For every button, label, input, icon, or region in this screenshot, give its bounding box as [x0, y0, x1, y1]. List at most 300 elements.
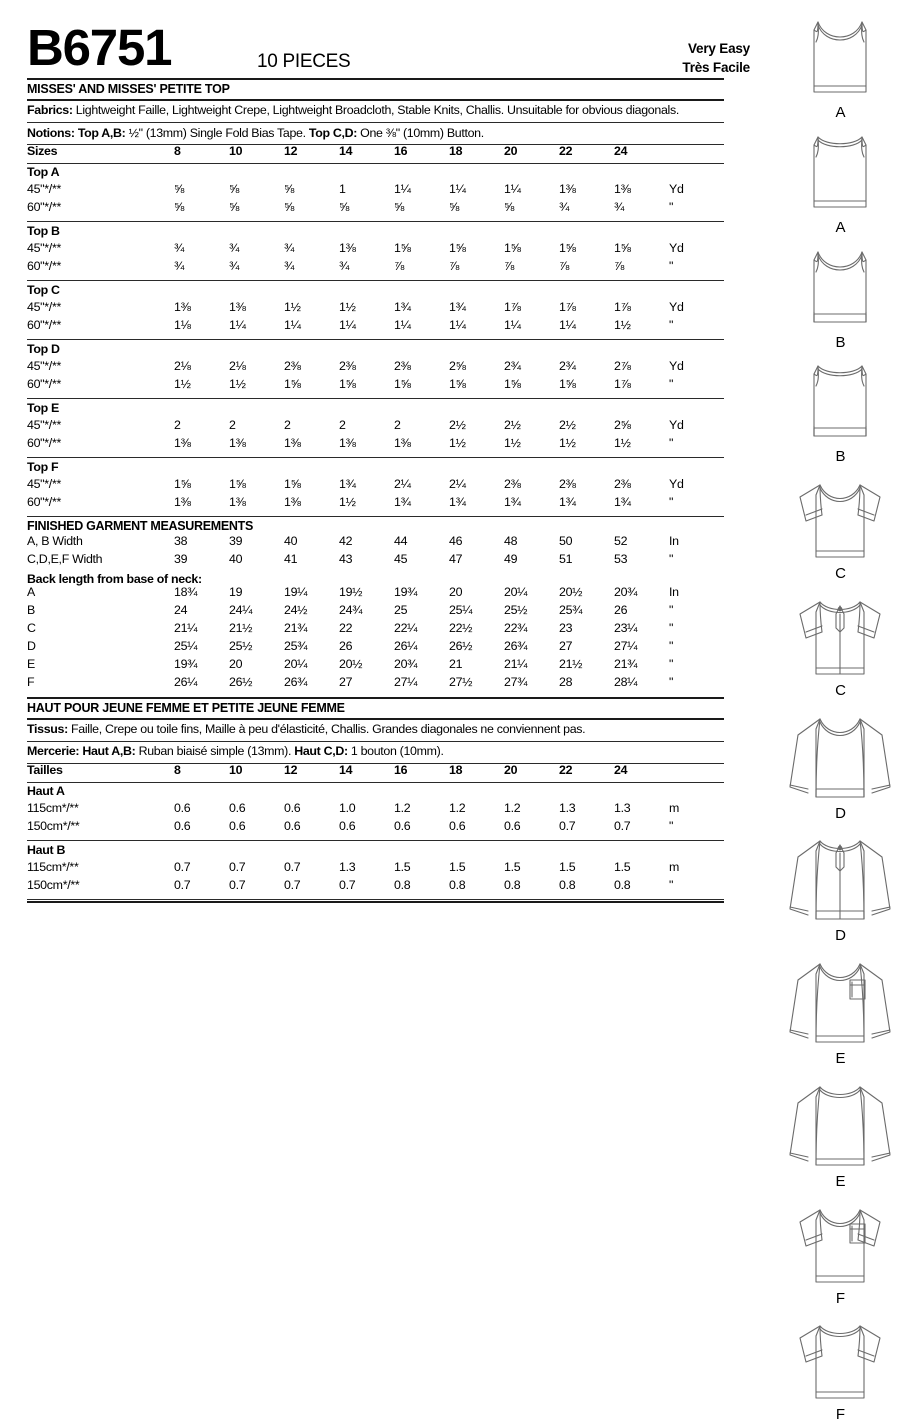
- unit-cell: ": [669, 818, 674, 833]
- french-notions: [27, 742, 724, 763]
- yardage-cell: ⅝: [229, 200, 240, 215]
- unit-cell: ": [669, 259, 674, 274]
- width-cell: 51: [559, 551, 573, 566]
- yardage-cell: ⅝: [284, 200, 295, 215]
- table-row: [27, 478, 724, 496]
- yardage-cell: 1¼: [339, 318, 356, 333]
- yardage-cell: 1.2: [504, 800, 521, 815]
- width-cell: 39: [229, 533, 243, 548]
- width-label: 115cm*/**: [27, 859, 79, 874]
- yardage-cell: ⅝: [174, 200, 185, 215]
- table-row: [27, 658, 724, 676]
- yardage-cell: 2: [174, 418, 181, 433]
- yardage-cell: 2⅜: [339, 359, 356, 374]
- backlength-cell: 27: [559, 638, 573, 653]
- yardage-cell: ⅝: [394, 200, 405, 215]
- yardage-group-row: [27, 842, 724, 861]
- yardage-cell: 1⅝: [339, 377, 356, 392]
- yardage-cell: ⅝: [504, 200, 515, 215]
- backlength-cell: 24½: [284, 602, 308, 617]
- notions-ab-text: ½" (13mm) Single Fold Bias Tape.: [128, 125, 306, 140]
- yardage-cell: 0.7: [174, 877, 191, 892]
- backlength-label: B: [27, 602, 35, 617]
- yardage-cell: 1⅝: [559, 241, 576, 256]
- yardage-group-row: [27, 164, 724, 183]
- yardage-cell: ⅞: [504, 259, 515, 274]
- yardage-group-row: [27, 400, 724, 419]
- table-row: [27, 802, 724, 820]
- yardage-group-name: Top D: [27, 342, 60, 357]
- size-header-cell: 12: [284, 144, 298, 159]
- table-row: [27, 437, 724, 455]
- table-row: [27, 260, 724, 278]
- mercerie-ab-label: Haut A,B:: [82, 744, 136, 759]
- yardage-cell: 0.7: [174, 859, 191, 874]
- yardage-cell: 2⅝: [614, 418, 631, 433]
- garment-illustration-e-front: [778, 946, 903, 1067]
- notions-cd-text: One ⅜" (10mm) Button.: [360, 125, 484, 140]
- yardage-cell: ⅝: [284, 182, 295, 197]
- backlength-cell: 26: [614, 602, 628, 617]
- backlength-cell: 27¾: [504, 674, 528, 689]
- yardage-cell: 1.5: [449, 859, 466, 874]
- width-cell: 42: [339, 533, 353, 548]
- yardage-cell: 1⅝: [504, 377, 521, 392]
- yardage-cell: ¾: [174, 241, 185, 256]
- yardage-cell: 1.5: [559, 859, 576, 874]
- backlength-cell: 27¼: [394, 674, 418, 689]
- yardage-cell: 1⅜: [339, 241, 356, 256]
- size-header-cell: 18: [449, 762, 463, 777]
- size-header-cell: 20: [504, 762, 518, 777]
- yardage-cell: 2⅜: [284, 359, 301, 374]
- yardage-table: [27, 842, 724, 897]
- sizes-label: Sizes: [27, 144, 58, 159]
- yardage-cell: 0.6: [284, 800, 301, 815]
- yardage-cell: 1.5: [614, 859, 631, 874]
- notions-ab-label: Top A,B:: [77, 125, 126, 140]
- backlength-cell: 24¾: [339, 602, 363, 617]
- yardage-cell: 1⅝: [559, 377, 576, 392]
- yardage-cell: 1¼: [504, 318, 521, 333]
- yardage-cell: 0.8: [614, 877, 631, 892]
- table-row: [27, 201, 724, 219]
- unit-cell: m: [669, 859, 680, 874]
- table-row: [27, 861, 724, 879]
- yardage-cell: ⅝: [229, 182, 240, 197]
- width-label: 60"*/**: [27, 318, 61, 333]
- table-row: [27, 360, 724, 378]
- illustration-label: F: [835, 1289, 846, 1307]
- size-header-cell: 24: [614, 762, 628, 777]
- backlength-cell: 25½: [504, 602, 528, 617]
- notions-label: Notions:: [27, 125, 75, 140]
- yardage-cell: 1⅜: [614, 182, 631, 197]
- backlength-cell: 25¾: [559, 602, 583, 617]
- garment-illustration-c-front: [778, 467, 903, 582]
- garment-illustration-d-front: [778, 701, 903, 822]
- illustration-label: C: [835, 565, 846, 582]
- unit-cell: Yd: [669, 418, 684, 433]
- backlength-cell: 25½: [229, 638, 253, 653]
- backlength-cell: 19¾: [394, 584, 418, 599]
- yardage-cell: 1¼: [394, 318, 411, 333]
- table-row: [27, 319, 724, 337]
- unit-cell: Yd: [669, 241, 684, 256]
- divider: [27, 280, 724, 281]
- yardage-cell: 1¼: [504, 182, 521, 197]
- width-cell: 46: [449, 533, 463, 548]
- size-header-cell: 12: [284, 762, 298, 777]
- yardage-cell: 1¼: [284, 318, 301, 333]
- backlength-cell: 23: [559, 620, 573, 635]
- backlength-cell: 26½: [229, 674, 253, 689]
- mercerie-label: Mercerie:: [27, 744, 80, 759]
- notions-cd-label: Top C,D:: [308, 125, 358, 140]
- backlength-cell: 26: [339, 638, 353, 653]
- illustration-label: A: [835, 218, 846, 236]
- backlength-cell: 25¼: [449, 602, 473, 617]
- yardage-cell: 0.6: [449, 818, 466, 833]
- yardage-cell: 2½: [559, 418, 576, 433]
- fabrics-label: Fabrics:: [27, 103, 73, 118]
- width-cell: 52: [614, 533, 628, 548]
- yardage-cell: 0.8: [449, 877, 466, 892]
- garment-illustration-b-front: [778, 238, 903, 351]
- backlength-cell: 25: [394, 602, 408, 617]
- table-row: [27, 535, 724, 553]
- yardage-cell: ¾: [284, 241, 295, 256]
- backlength-cell: 28¼: [614, 674, 638, 689]
- backlength-cell: 19: [229, 584, 243, 599]
- yardage-cell: 1⅝: [174, 477, 191, 492]
- backlength-cell: 27: [339, 674, 353, 689]
- backlength-cell: 24: [174, 602, 188, 617]
- yardage-cell: ⅞: [449, 259, 460, 274]
- yardage-table: [27, 282, 724, 337]
- yardage-cell: ¾: [559, 200, 570, 215]
- width-cell: 44: [394, 533, 408, 548]
- width-label: 45"*/**: [27, 359, 61, 374]
- table-row: [27, 622, 724, 640]
- backlength-cell: 19¼: [284, 584, 308, 599]
- mercerie-ab-text: Ruban biaisé simple (13mm).: [138, 744, 292, 759]
- size-header-cell: 22: [559, 144, 573, 159]
- table-row: [27, 820, 724, 838]
- backlength-cell: 25¼: [174, 638, 198, 653]
- yardage-cell: 2: [229, 418, 236, 433]
- unit-cell: ": [669, 551, 674, 566]
- backlength-cell: 22: [339, 620, 353, 635]
- yardage-cell: 1¼: [559, 318, 576, 333]
- unit-cell: ": [669, 436, 674, 451]
- yardage-cell: 1¾: [449, 300, 466, 315]
- yardage-cell: 0.6: [504, 818, 521, 833]
- table-row: [27, 879, 724, 897]
- yardage-cell: 1½: [614, 318, 631, 333]
- table-row: [27, 301, 724, 319]
- divider: [27, 221, 724, 222]
- backlength-cell: 22¼: [394, 620, 418, 635]
- yardage-cell: 0.6: [229, 818, 246, 833]
- yardage-cell: ⅝: [174, 182, 185, 197]
- yardage-group-name: Top C: [27, 283, 60, 298]
- unit-header-cell: [669, 145, 724, 163]
- difficulty-french: Très Facile: [682, 59, 750, 75]
- backlength-cell: 26¼: [174, 674, 198, 689]
- width-cell: 47: [449, 551, 463, 566]
- page-title: B6751: [27, 19, 172, 76]
- yardage-cell: 1⅜: [229, 300, 246, 315]
- backlength-cell: 20¼: [284, 656, 308, 671]
- size-header-cell: 24: [614, 144, 628, 159]
- yardage-cell: 1½: [229, 377, 246, 392]
- yardage-cell: 1⅛: [174, 318, 191, 333]
- main-content: [27, 0, 750, 903]
- divider: [27, 899, 724, 900]
- yardage-cell: 2⅞: [614, 359, 631, 374]
- yardage-cell: 1¾: [339, 477, 356, 492]
- unit-cell: ": [669, 602, 674, 617]
- yardage-cell: 0.7: [284, 877, 301, 892]
- yardage-cell: 0.8: [504, 877, 521, 892]
- yardage-cell: 1¾: [394, 300, 411, 315]
- backlength-label: E: [27, 656, 35, 671]
- backlength-table: [27, 586, 724, 694]
- sizes-label: Tailles: [27, 762, 63, 777]
- yardage-cell: ¾: [614, 200, 625, 215]
- yardage-cell: 1¾: [504, 495, 521, 510]
- yardage-cell: 2¼: [449, 477, 466, 492]
- english-yardage-tables: [27, 164, 724, 517]
- illustration-label: B: [835, 448, 846, 466]
- unit-cell: ": [669, 318, 674, 333]
- backlength-cell: 21¼: [504, 656, 528, 671]
- yardage-group-name: Haut B: [27, 842, 66, 857]
- backlength-cell: 18¾: [174, 584, 198, 599]
- yardage-cell: 1⅜: [229, 436, 246, 451]
- backlength-cell: 19½: [339, 584, 363, 599]
- french-sizes-header-table: [27, 764, 724, 782]
- unit-cell: ": [669, 877, 674, 892]
- yardage-cell: 1½: [614, 436, 631, 451]
- garment-illustration-a-front: [778, 8, 903, 121]
- table-row: [27, 242, 724, 260]
- yardage-cell: 1¼: [394, 182, 411, 197]
- yardage-cell: 1⅜: [559, 182, 576, 197]
- backlength-cell: 21¾: [614, 656, 638, 671]
- width-label: 115cm*/**: [27, 800, 79, 815]
- yardage-cell: 0.6: [174, 800, 191, 815]
- garment-illustration-d-back: [778, 823, 903, 944]
- yardage-group-name: Haut A: [27, 783, 65, 798]
- garment-illustrations: [778, 8, 903, 1425]
- unit-cell: In: [669, 533, 679, 548]
- french-fabrics: [27, 720, 724, 741]
- illustration-label: E: [835, 1050, 846, 1067]
- yardage-cell: ⅝: [449, 200, 460, 215]
- width-cell: 40: [229, 551, 243, 566]
- unit-cell: Yd: [669, 182, 684, 197]
- size-header-cell: 10: [229, 144, 243, 159]
- mercerie-cd-label: Haut C,D:: [294, 744, 348, 759]
- table-row: [27, 586, 724, 604]
- yardage-cell: 1⅝: [394, 241, 411, 256]
- garment-illustration-f-front: [778, 1192, 903, 1307]
- width-label: A, B Width: [27, 533, 83, 548]
- yardage-cell: 1⅞: [614, 377, 631, 392]
- backlength-label: C: [27, 620, 36, 635]
- unit-cell: Yd: [669, 477, 684, 492]
- yardage-cell: 1¾: [559, 495, 576, 510]
- yardage-cell: 1⅝: [229, 477, 246, 492]
- width-label: 150cm*/**: [27, 877, 80, 892]
- yardage-cell: ⅞: [559, 259, 570, 274]
- table-row: [27, 419, 724, 437]
- yardage-cell: ¾: [339, 259, 350, 274]
- illustration-label: F: [835, 1406, 846, 1424]
- yardage-cell: ¾: [174, 259, 185, 274]
- backlength-cell: 22½: [449, 620, 473, 635]
- yardage-cell: 2: [339, 418, 346, 433]
- unit-cell: ": [669, 200, 674, 215]
- yardage-cell: ⅞: [614, 259, 625, 274]
- yardage-cell: 1⅞: [504, 300, 521, 315]
- garment-illustration-f-back: [778, 1308, 903, 1423]
- yardage-cell: 2¼: [394, 477, 411, 492]
- yardage-cell: 1⅜: [284, 495, 301, 510]
- width-cell: 43: [339, 551, 353, 566]
- yardage-group-name: Top B: [27, 224, 60, 239]
- yardage-cell: 2⅜: [504, 477, 521, 492]
- yardage-cell: 2⅝: [449, 359, 466, 374]
- width-label: 60"*/**: [27, 200, 61, 215]
- yardage-cell: 2½: [449, 418, 466, 433]
- table-row: [27, 640, 724, 658]
- table-row: [27, 378, 724, 396]
- unit-cell: ": [669, 377, 674, 392]
- width-cell: 50: [559, 533, 573, 548]
- unit-cell: ": [669, 674, 674, 689]
- yardage-cell: 1⅝: [394, 377, 411, 392]
- english-fabrics: [27, 101, 724, 122]
- difficulty-badge: [635, 40, 750, 77]
- backlength-cell: 20¾: [394, 656, 418, 671]
- backlength-cell: 20¼: [504, 584, 528, 599]
- yardage-group-row: [27, 783, 724, 802]
- illustration-label: D: [835, 927, 846, 945]
- garment-illustration-a-back: [778, 123, 903, 236]
- width-label: 45"*/**: [27, 182, 61, 197]
- backlength-cell: 20: [449, 584, 463, 599]
- yardage-cell: 0.6: [229, 800, 246, 815]
- yardage-cell: 1¼: [449, 182, 466, 197]
- yardage-group-row: [27, 341, 724, 360]
- backlength-cell: 22¾: [504, 620, 528, 635]
- yardage-cell: 1: [339, 182, 346, 197]
- yardage-group-name: Top E: [27, 401, 59, 416]
- garment-illustration-b-back: [778, 352, 903, 465]
- unit-cell: m: [669, 800, 680, 815]
- unit-cell: ": [669, 620, 674, 635]
- yardage-cell: 1⅝: [504, 241, 521, 256]
- yardage-cell: 0.7: [229, 859, 246, 874]
- yardage-cell: 0.7: [339, 877, 356, 892]
- english-sizes-header-table: [27, 145, 724, 163]
- yardage-table: [27, 341, 724, 396]
- yardage-table: [27, 459, 724, 514]
- width-label: 60"*/**: [27, 259, 61, 274]
- french-yardage-tables: [27, 783, 724, 900]
- backlength-cell: 21: [449, 656, 463, 671]
- yardage-cell: 1⅜: [394, 436, 411, 451]
- yardage-cell: ¾: [229, 241, 240, 256]
- unit-cell: Yd: [669, 300, 684, 315]
- yardage-cell: 2⅛: [229, 359, 246, 374]
- size-header-cell: 16: [394, 144, 408, 159]
- yardage-group-row: [27, 459, 724, 478]
- yardage-cell: 2⅜: [394, 359, 411, 374]
- illustration-label: B: [835, 333, 846, 351]
- backlength-cell: 26¾: [284, 674, 308, 689]
- backlength-title: Back length from base of neck:: [27, 571, 202, 586]
- yardage-cell: 1.0: [339, 800, 356, 815]
- yardage-cell: 1⅞: [559, 300, 576, 315]
- yardage-cell: 2⅜: [614, 477, 631, 492]
- width-label: 45"*/**: [27, 241, 61, 256]
- illustration-label: E: [835, 1172, 846, 1190]
- yardage-cell: 1½: [504, 436, 521, 451]
- backlength-cell: 20½: [339, 656, 363, 671]
- yardage-cell: 1½: [339, 495, 356, 510]
- yardage-group-name: Top F: [27, 460, 59, 475]
- width-label: 45"*/**: [27, 418, 61, 433]
- yardage-cell: 1⅝: [284, 477, 301, 492]
- yardage-cell: 1⅜: [174, 300, 191, 315]
- width-label: 45"*/**: [27, 477, 61, 492]
- yardage-cell: 0.6: [284, 818, 301, 833]
- yardage-cell: 0.8: [559, 877, 576, 892]
- yardage-group-row: [27, 282, 724, 301]
- yardage-cell: ⅝: [339, 200, 350, 215]
- yardage-cell: 1.2: [449, 800, 466, 815]
- yardage-cell: ¾: [284, 259, 295, 274]
- width-label: 60"*/**: [27, 377, 61, 392]
- divider: [27, 840, 724, 841]
- size-header-cell: 8: [174, 762, 181, 777]
- yardage-cell: 1¾: [394, 495, 411, 510]
- pieces-count: 10 PIECES: [257, 51, 351, 72]
- yardage-cell: 0.7: [284, 859, 301, 874]
- yardage-cell: 1.2: [394, 800, 411, 815]
- backlength-cell: 20½: [559, 584, 583, 599]
- yardage-cell: 1⅝: [449, 377, 466, 392]
- yardage-table: [27, 400, 724, 455]
- yardage-cell: 1⅜: [339, 436, 356, 451]
- table-row: [27, 553, 724, 571]
- yardage-cell: 0.6: [339, 818, 356, 833]
- yardage-cell: 0.7: [559, 818, 576, 833]
- yardage-cell: 1¼: [449, 318, 466, 333]
- backlength-cell: 26½: [449, 638, 473, 653]
- header: [27, 0, 750, 78]
- backlength-cell: 20: [229, 656, 243, 671]
- width-cell: 53: [614, 551, 628, 566]
- illustration-label: C: [835, 681, 846, 699]
- width-cell: 49: [504, 551, 518, 566]
- size-header-cell: 20: [504, 144, 518, 159]
- yardage-cell: 1⅝: [614, 241, 631, 256]
